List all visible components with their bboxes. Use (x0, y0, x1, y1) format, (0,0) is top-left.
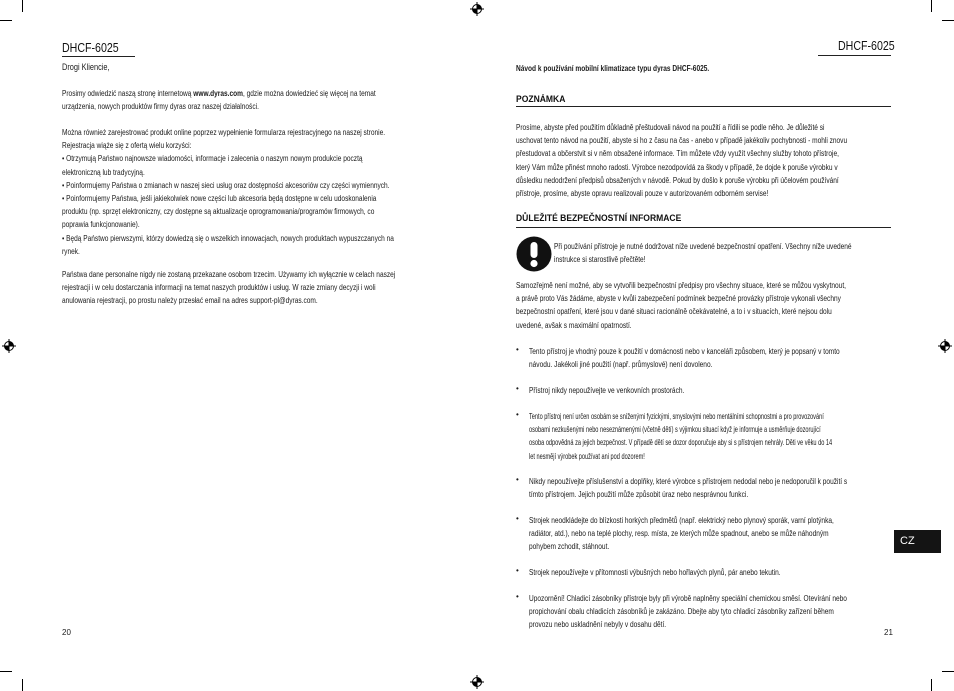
left-paragraph-1 (62, 87, 439, 113)
bullet-marker: • (516, 384, 519, 393)
safety-bullet (529, 410, 893, 463)
left-header-rule (62, 56, 135, 57)
warning-text (554, 240, 898, 266)
text-line: Strojek nepoužívejte v přítomnosti výbušných nebo hořlavých plynů, pár anebo tekutin. (529, 568, 781, 577)
safety-heading: DŮLEŽITÉ BEZPEČNOSTNÍ INFORMACE (516, 213, 682, 224)
left-page-number: 20 (62, 628, 71, 637)
text-line: Strojek neodkládejte do blízkosti horkých předmětů (např. elektrický nebo plynový sporák, varní plotýnka, (529, 516, 834, 525)
text-line: bezpečnostní opatření, které jsou v dané situaci racionálně očekávatelné, a to i v situacích, které nejsou dolu (516, 307, 832, 317)
crop-mark (0, 671, 12, 672)
bullet-marker: • (516, 410, 519, 419)
bullet-marker: • (516, 345, 519, 354)
crop-mark (942, 671, 954, 672)
language-tab: CZ (894, 530, 941, 553)
text-line: • Otrzymują Państwo najnowsze wiadomości, informacje i zalecenia o naszym nowym produkcie pocztą (62, 154, 363, 164)
text-line: provozu nebo uskladnění nebyly v dosahu dětí. (529, 620, 667, 630)
text-line: Upozornění! Chladicí zásobníky přístroje byly při výrobě naplněny speciální chemickou směsí. Otevírání nebo (529, 594, 847, 603)
left-greeting: Drogi Kliencie, (62, 62, 110, 72)
text-line: Tento přístroj není určen osobám se sníženými fyzickými, smyslovými nebo mentálními schopnostmi a pro provozování (529, 412, 824, 421)
left-paragraph-3 (62, 268, 439, 308)
text-line: Rejestracja wiąże się z ofertą wielu korzyści: (62, 141, 192, 151)
left-paragraph-1-text: Prosimy odwiedzić naszą stronę internetową (62, 89, 194, 98)
text-line: Přístroj nikdy nepoužívejte ve venkovních prostorách. (529, 386, 685, 395)
text-line: produktu (np. sprzęt elektroniczny, czy dostępne są aktualizacje oprogramowania/programów firmowych, co (62, 207, 375, 217)
right-intro: Návod k používání mobilní klimatizace typu dyras DHCF-6025. (516, 64, 710, 73)
right-page-number: 21 (884, 628, 893, 637)
text-line: důsledku nedodržení předpisů obsažených v návodě. Pokud by došlo k poruše výrobku při účelovém používání (516, 175, 839, 185)
text-line: přístroje, prosíme, abyste opravu realizovali pouze v autorizovaném odborném servise! (516, 189, 769, 199)
safety-bullet (529, 345, 890, 371)
text-line: Prosíme, abyste před použitím důkladně přeštudovali návod na použití a řídili se podle něho. Je důležité si (516, 123, 825, 132)
registration-mark-icon (470, 2, 484, 16)
text-line: Tento přístroj je vhodný pouze k použití v domácnosti nebo v kanceláři způsobem, který je popsaný v tomto (529, 347, 840, 356)
text-line: Państwa dane personalne nigdy nie zostaną przekazane osobom trzecim. Używamy ich wyłącznie w celach naszej (62, 270, 396, 279)
exclamation-icon (516, 236, 552, 272)
text-line: • Poinformujemy Państwa o zmianach w naszej sieci usług oraz dostępności akcesoriów czy części wymiennych. (62, 180, 390, 190)
text-line: pohybem zchodit, stáhnout. (529, 542, 610, 552)
crop-mark (942, 20, 954, 21)
text-line: rejestracji i w celu dostarczania informacji na temat naszych produktów i usług. W razie zmiany decyzji i woli (62, 283, 376, 293)
text-line: instrukce si starostlivě přečtěte! (554, 255, 646, 265)
text-line: Při používání přístroje je nutné dodržovat níže uvedené bezpečnostní opatření. Všechny níže uvedené (554, 242, 852, 251)
text-line: poprawia funkcjonowanie). (62, 220, 140, 230)
text-line: Nikdy nepoužívejte příslušenství a doplňky, které výrobce s přístrojem nedodal nebo je nedoporučil k použití s (529, 477, 848, 486)
text-line: rynek. (62, 246, 80, 256)
right-model-number: DHCF-6025 (838, 39, 895, 53)
safety-bullet (529, 475, 890, 501)
text-line: Samozřejmě není možné, aby se vytvořili bezpečnostní předpisy pro všechny situace, které se můžou vyskytnout, (516, 281, 846, 290)
crop-mark (22, 679, 23, 691)
text-line: osoba odpovědná za jejich bezpečnost. V případě dětí se dozor doporučuje aby si s přístrojem nehrály. Děti ve věku do 14 (529, 438, 833, 448)
safety-bullet (529, 592, 890, 632)
left-model-number: DHCF-6025 (62, 41, 119, 55)
text-line: let nesmějí výrobek používat ani pod dozorem! (529, 451, 645, 461)
registration-mark-icon (938, 339, 952, 353)
safety-bullet (529, 384, 890, 397)
website-link[interactable]: www.dyras.com (193, 89, 243, 98)
note-heading: POZNÁMKA (516, 94, 566, 105)
safety-bullet (529, 566, 890, 579)
note-heading-rule (516, 106, 891, 107)
text-line: osobami nezkušenými nebo neseznámenými (včetně dětí) s výjimkou situací když je informuje a usměrňuje dozorující (529, 425, 821, 435)
crop-mark (931, 679, 932, 691)
bullet-marker: • (516, 592, 519, 601)
bullet-marker: • (516, 514, 519, 523)
bullet-marker: • (516, 566, 519, 575)
text-line: elektroniczną lub tradycyjną. (62, 167, 145, 177)
safety-bullet (529, 514, 890, 554)
bullet-marker: • (516, 475, 519, 484)
text-line: • Poinformujemy Państwa, jeśli jakiekolwiek nowe części lub akcesoria będą dostępne w celu udoskonalenia (62, 194, 377, 204)
text-line: radiátor, atd.), nebo na teplé plochy, resp. místa, ze kterých může spadnout, anebo se může náhodným (529, 529, 829, 539)
right-header-rule (818, 55, 891, 56)
note-text (516, 121, 893, 200)
left-paragraph-1-line: urządzenia, nowych produktów firmy dyras oraz naszej działalności. (62, 102, 259, 112)
left-paragraph-1-text: , gdzie można dowiedzieć się więcej na temat (242, 89, 376, 98)
text-line: uvedené, avšak s maximální opatrností. (516, 320, 632, 330)
text-line: a právě proto Vás žádáme, abyste v kvůli zabezpečení podmínek bezpečné provázky přístroje vykonali všechny (516, 294, 841, 304)
text-line: tímto přístrojem. Jejich použití může způsobit úraz nebo nesprávnou funkci. (529, 490, 749, 500)
crop-mark (0, 20, 12, 21)
left-paragraph-2 (62, 126, 439, 258)
crop-mark (931, 0, 932, 12)
text-line: přestudovat a občerstvit si v něm obsažené informace. Tím můžete vždy využít všechny služby tohoto přístroje, (516, 149, 839, 159)
text-line: propichování obalu chladicích zásobníků je zakázáno. Dbejte aby tyto chladicí zásobníky zařízení během (529, 607, 834, 617)
text-line: • Będą Państwo pierwszymi, którzy dowiedzą się o wszelkich innowacjach, nowych produktach wypuszczanych na (62, 233, 394, 243)
registration-mark-icon (470, 675, 484, 689)
registration-mark-icon (2, 339, 16, 353)
text-line: návodu. Jakékoli jiné použití (např. průmyslové) není dovoleno. (529, 360, 713, 370)
text-line: který Vám může přinést mnoho radosti. Výrobce nezodpovídá za škody v případě, že dojde k poruše výrobku v (516, 162, 838, 172)
crop-mark (22, 0, 23, 12)
safety-heading-rule (516, 227, 891, 228)
text-line: uschovat tento návod na použití, abyste si ho z času na čas - anebo v případě jakékoliv pochybnosti - mohli znovu (516, 136, 848, 146)
general-text (516, 279, 893, 332)
text-line: Można również zarejestrować produkt online poprzez wypełnienie formularza rejestracyjnego na naszej stronie. (62, 128, 386, 137)
text-line: anulowania rejestracji, po prostu należy przesłać email na adres support-pl@dyras.com. (62, 296, 318, 306)
